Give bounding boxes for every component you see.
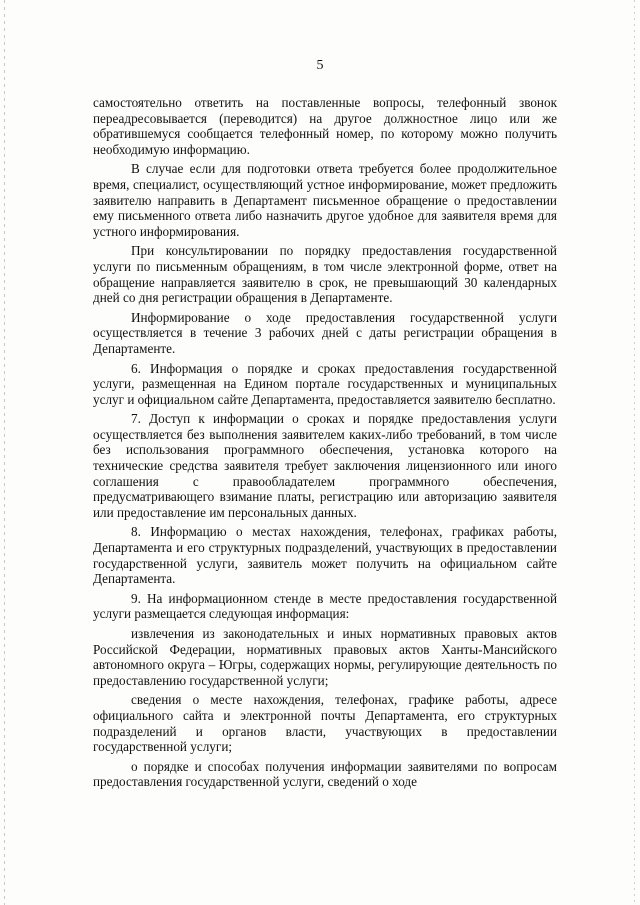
document-body (93, 95, 557, 794)
scan-edge-left (4, 0, 5, 905)
paragraph-extended-time: В случае если для подготовки ответа требуется более продолжительное время, специалист, осуществляющий устное информирование, может предложить заявителю направить в Департамент письменное обращение о предоставлении ему письменного ответа либо назначить другое удобное для заявителя время для устного информирования. (93, 161, 557, 239)
paragraph-item-8: 8. Информацию о местах нахождения, телефонах, графиках работы, Департамента и его структурных подразделений, участвующих в предоставлении государственной услуги, заявитель может получить на официальном сайте Департамента. (93, 524, 557, 587)
paragraph-legal-extracts: извлечения из законодательных и иных нормативных правовых актов Российской Федерации, нормативных правовых актов Ханты-Мансийского автономного округа – Югры, содержащих нормы, регулирующие деятельность по предоставлению государственной услуги; (93, 626, 557, 688)
paragraph-written-consultation: При консультировании по порядку предоставления государственной услуги по письменным обращениям, в том числе электронной форме, ответ на обращение направляется заявителю в срок, не превышающий 30 календарных дней со дня регистрации обращения в Департаменте. (93, 243, 557, 306)
paragraph-continuation: самостоятельно ответить на поставленные вопросы, телефонный звонок переадресовывается (переводится) на другое должностное лицо или же обратившемуся сообщается телефонный номер, по которому можно получить необходимую информацию. (93, 95, 557, 157)
paragraph-location-info: сведения о месте нахождения, телефонах, графике работы, адресе официального сайта и электронной почты Департамента, его структурных подразделений и органов власти, участвующих в предоставлении государственной услуги; (93, 692, 557, 755)
page-number: 5 (316, 58, 324, 73)
paragraph-progress-information: Информирование о ходе предоставления государственной услуги осуществляется в течение 3 рабочих дней с даты регистрации обращения в Департаменте. (93, 309, 557, 356)
paragraph-procedure-info: о порядке и способах получения информации заявителями по вопросам предоставления государственной услуги, сведений о ходе (93, 758, 557, 790)
scan-edge-right (634, 0, 635, 905)
paragraph-item-6: 6. Информация о порядке и сроках предоставления государственной услуги, размещенная на Едином портале государственных и муниципальных услуг и официальном сайте Департамента, предоставляется заявителю бесплатно. (93, 360, 557, 407)
paragraph-item-7: 7. Доступ к информации о сроках и порядке предоставления услуги осуществляется без выполнения заявителем каких-либо требований, в том числе без использования программного обеспечения, установка которого на технические средства заявителя требует заключения лицензионного или иного соглашения с правообладателем программного обеспечения, предусматривающего взимание платы, регистрацию или авторизацию заявителя или предоставление им персональных данных. (93, 411, 557, 520)
paragraph-item-9: 9. На информационном стенде в месте предоставления государственной услуги размещается следующая информация: (93, 590, 557, 622)
